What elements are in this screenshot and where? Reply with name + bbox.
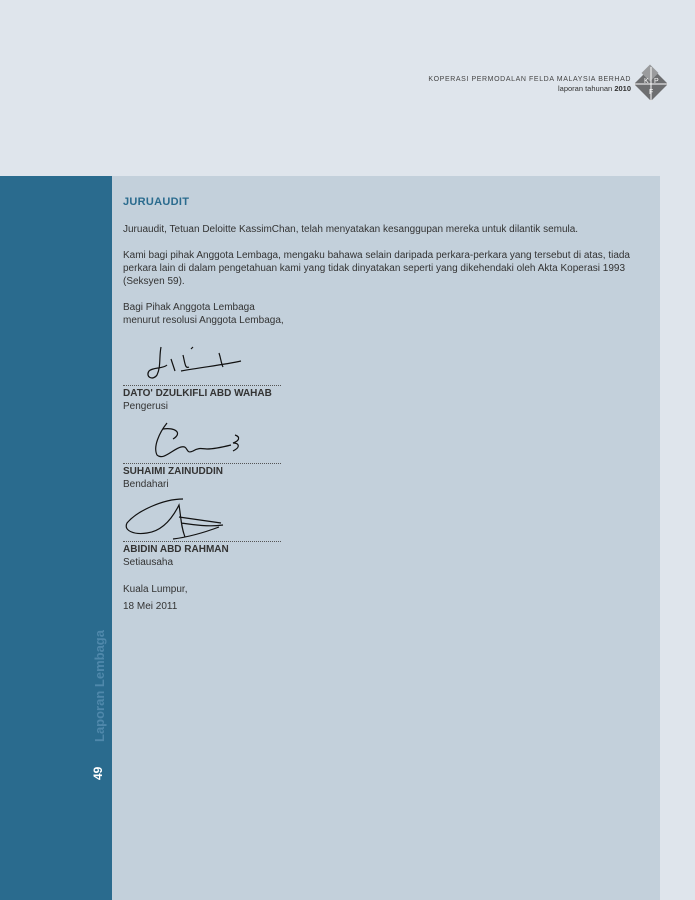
signature-block xyxy=(123,419,648,491)
intro-line: menurut resolusi Anggota Lembaga, xyxy=(123,315,284,326)
signatory-name: SUHAIMI ZAINUDDIN xyxy=(123,466,223,477)
date: 18 Mei 2011 xyxy=(123,601,178,612)
logo-letter-f: F xyxy=(649,89,654,96)
signatory-name: ABIDIN ABD RAHMAN xyxy=(123,544,229,555)
logo-letter-p: P xyxy=(654,78,659,85)
intro-line: Bagi Pihak Anggota Lembaga xyxy=(123,302,255,313)
organization-name: KOPERASI PERMODALAN FELDA MALAYSIA BERHAD xyxy=(428,76,631,83)
place: Kuala Lumpur, xyxy=(123,584,188,595)
paragraph: Juruaudit, Tetuan Deloitte KassimChan, telah menyatakan kesanggupan mereka untuk dilantik semula. xyxy=(123,224,579,235)
signature-icon xyxy=(123,497,283,541)
signature-block xyxy=(123,341,648,413)
signature-block xyxy=(123,497,648,569)
main-content xyxy=(123,196,648,613)
report-year: 2010 xyxy=(614,84,631,93)
signature-line xyxy=(123,385,281,386)
sidebar xyxy=(0,176,112,900)
logo-letter-k: K xyxy=(644,78,649,85)
page-number: 49 xyxy=(91,766,105,780)
paragraph: Kami bagi pihak Anggota Lembaga, mengaku bahawa selain daripada perkara-perkara yang tersebut di atas, tiada perkara lain di dalam pengetahuan kami yang tidak dinyatakan seperti yang dikehendaki oleh Akta Koperasi 1993 (Seksyen 59). xyxy=(123,250,630,287)
signature-line xyxy=(123,541,281,542)
signature-icon xyxy=(123,341,283,385)
signatory-name: DATO' DZULKIFLI ABD WAHAB xyxy=(123,388,272,399)
section-heading: JURUAUDIT xyxy=(123,196,190,208)
signatory-role: Bendahari xyxy=(123,479,169,490)
page-header xyxy=(0,0,695,176)
report-label: laporan tahunan xyxy=(558,84,613,93)
report-title xyxy=(558,84,631,94)
kpf-logo-icon xyxy=(631,64,671,104)
signature-line xyxy=(123,463,281,464)
signature-icon xyxy=(123,419,283,463)
signatory-role: Setiausaha xyxy=(123,557,174,568)
section-title: Laporan Lembaga xyxy=(92,630,107,742)
signatory-role: Pengerusi xyxy=(123,401,169,412)
